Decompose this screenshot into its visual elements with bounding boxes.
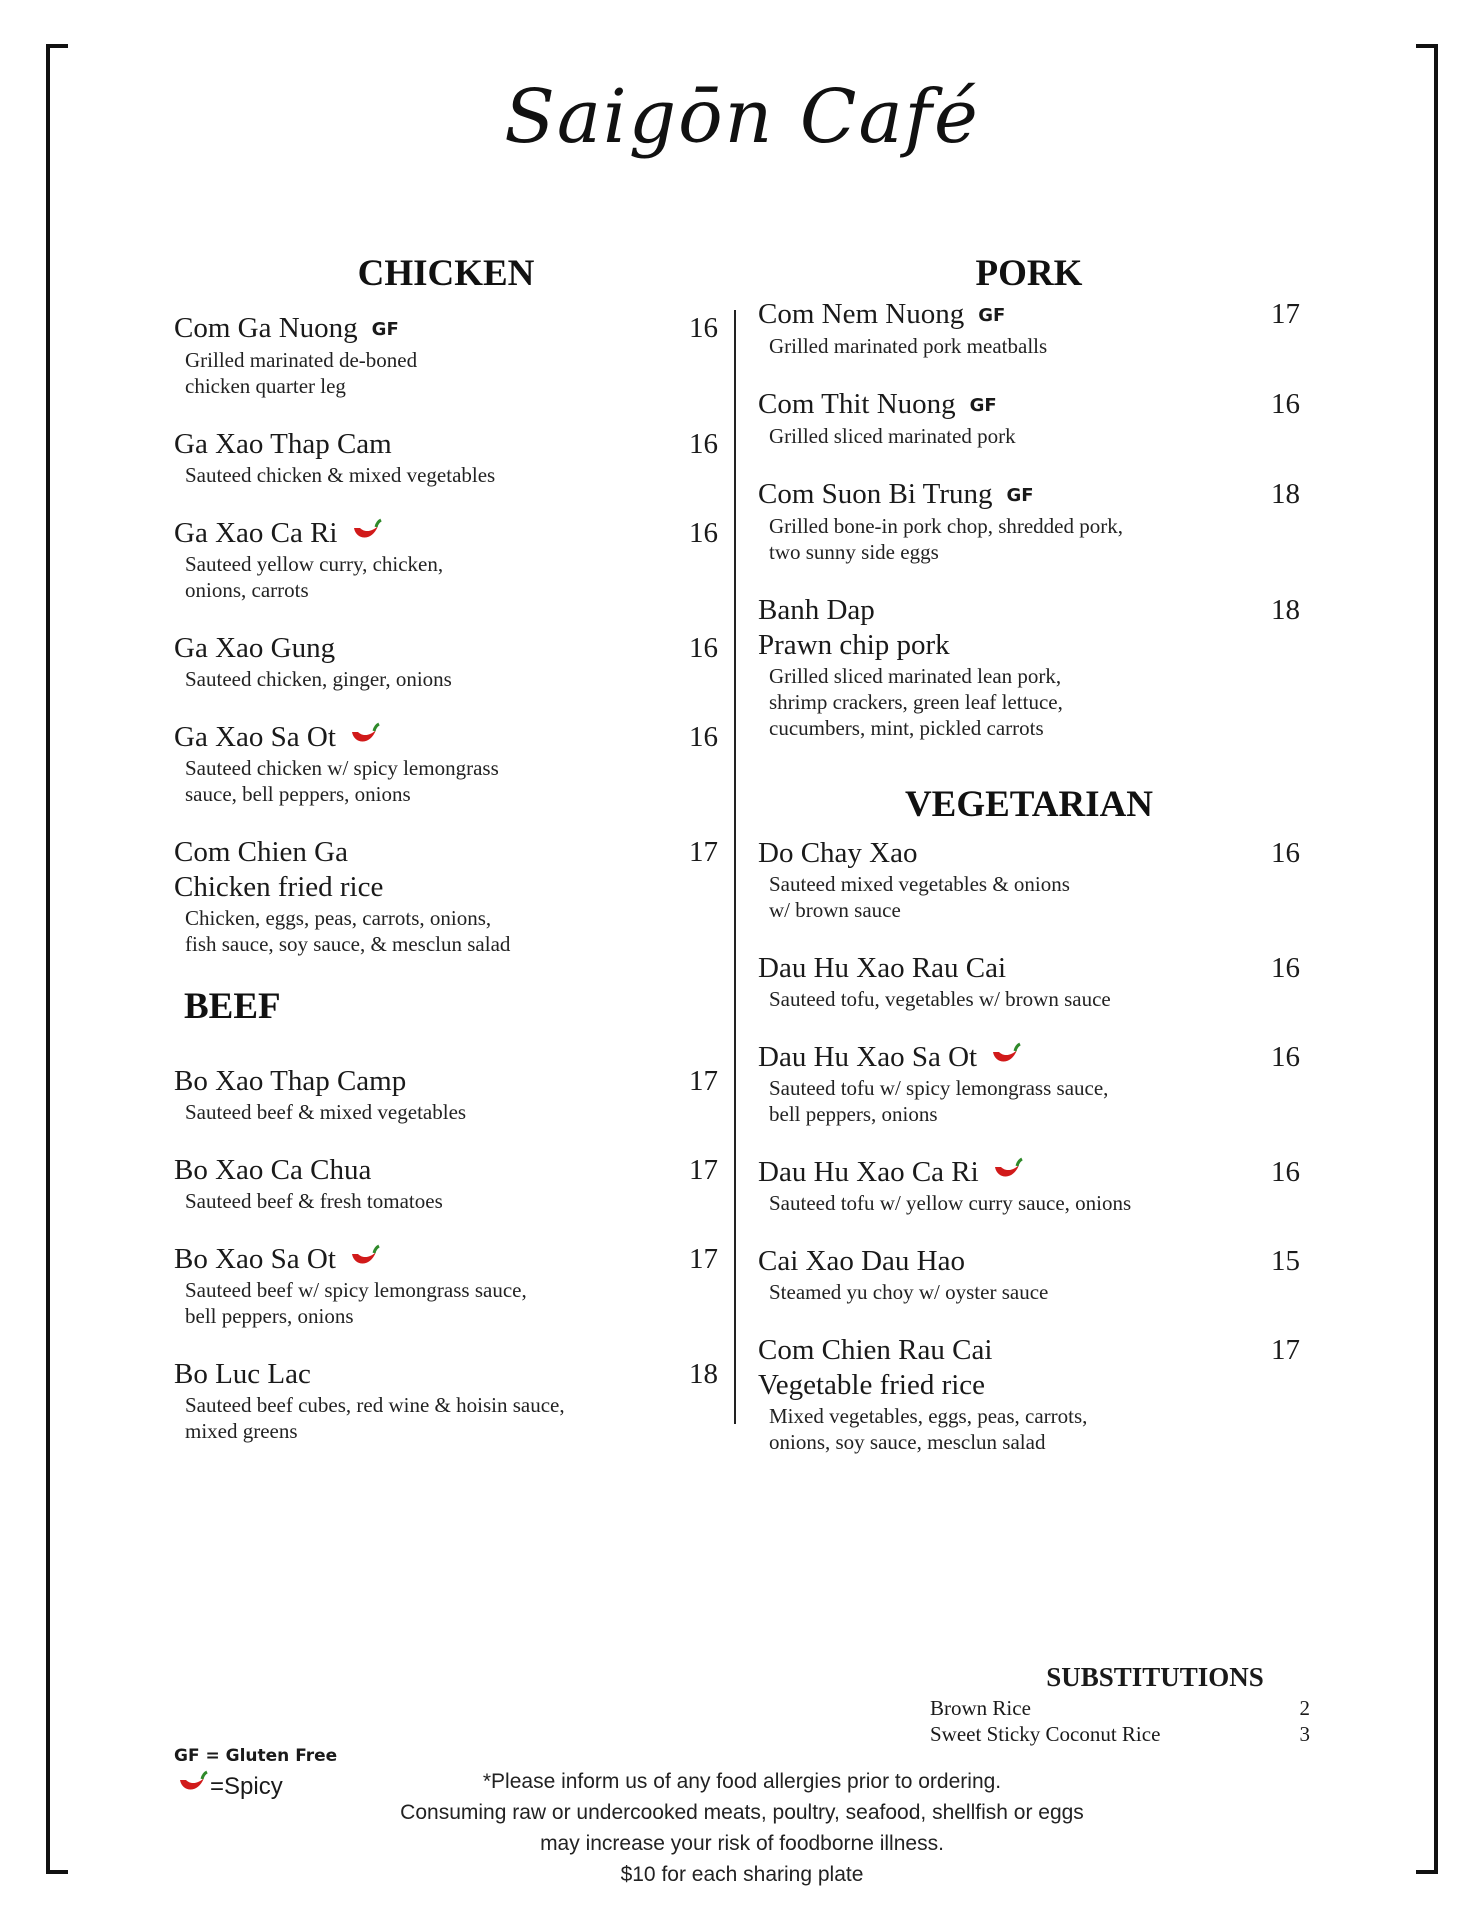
item-description: Grilled sliced marinated lean pork, shrimp crackers, green leaf lettuce, cucumbers, mint, pickled carrots [769, 664, 1063, 740]
item-description: Sauteed beef & mixed vegetables [185, 1100, 467, 1124]
item-description: Sauteed tofu w/ spicy lemongrass sauce, bell peppers, onions [769, 1076, 1109, 1126]
item-price: 16 [689, 517, 718, 549]
right-column [758, 252, 1300, 1483]
substitution-price: 2 [1299, 1696, 1310, 1720]
menu-item [174, 1357, 718, 1444]
menu-item [174, 720, 718, 807]
menu-item [174, 1064, 718, 1125]
chili-pepper-icon [989, 1157, 1023, 1183]
menu-item [758, 1040, 1300, 1127]
item-description: Sauteed mixed vegetables & onions w/ brown sauce [769, 872, 1070, 922]
menu-item [758, 836, 1300, 923]
item-description: Sauteed tofu, vegetables w/ brown sauce [769, 987, 1111, 1011]
gluten-free-badge: GF [1006, 485, 1034, 506]
right-border-bracket [1414, 44, 1438, 1874]
menu-item [758, 593, 1300, 741]
item-name: Dau Hu Xao Rau Cai [758, 952, 1007, 984]
item-name: Dau Hu Xao Sa Ot [758, 1041, 978, 1073]
item-description: Grilled sliced marinated pork [769, 424, 1016, 448]
item-price: 17 [1271, 1334, 1300, 1366]
item-price: 17 [689, 1154, 718, 1186]
menu-item [758, 1155, 1300, 1216]
substitution-row [930, 1695, 1310, 1721]
item-price: 17 [689, 836, 718, 868]
consumption-warning: Consuming raw or undercooked meats, poultry, seafood, shellfish or eggs [400, 1801, 1084, 1824]
item-price: 18 [1271, 594, 1300, 626]
item-name: Banh Dap [758, 594, 875, 626]
item-description: Grilled marinated pork meatballs [769, 334, 1048, 358]
menu-item [758, 387, 1300, 449]
item-name: Bo Xao Ca Chua [174, 1154, 372, 1186]
menu-item [174, 427, 718, 488]
item-name: Com Ga Nuong [174, 312, 358, 344]
item-price: 16 [1271, 1041, 1300, 1073]
item-name: Cai Xao Dau Hao [758, 1245, 965, 1277]
item-name: Bo Luc Lac [174, 1358, 311, 1390]
item-price: 16 [1271, 1156, 1300, 1188]
item-name: Dau Hu Xao Ca Ri [758, 1156, 979, 1188]
item-name: Ga Xao Thap Cam [174, 428, 392, 460]
vegetarian-heading: VEGETARIAN [904, 784, 1154, 825]
item-description: Sauteed beef cubes, red wine & hoisin sauce, mixed greens [185, 1393, 565, 1443]
menu-item [758, 297, 1300, 359]
menu-item [174, 1242, 718, 1329]
menu-item [174, 835, 718, 957]
item-price: 16 [689, 721, 718, 753]
item-price: 17 [689, 1065, 718, 1097]
chili-pepper-icon [987, 1042, 1021, 1068]
item-name: Do Chay Xao [758, 837, 918, 869]
column-divider [734, 310, 736, 1424]
item-subtitle: Prawn chip pork [758, 629, 950, 661]
left-border-bracket [46, 44, 70, 1874]
item-description: Sauteed beef w/ spicy lemongrass sauce, bell peppers, onions [185, 1278, 527, 1328]
menu-item [174, 631, 718, 692]
item-name: Com Thit Nuong [758, 388, 956, 420]
item-price: 18 [1271, 478, 1300, 510]
consumption-warning-cont: may increase your risk of foodborne illness. [540, 1832, 944, 1855]
item-description: Chicken, eggs, peas, carrots, onions, fish sauce, soy sauce, & mesclun salad [185, 906, 511, 956]
item-price: 15 [1271, 1245, 1300, 1277]
item-price: 16 [689, 428, 718, 460]
item-description: Steamed yu choy w/ oyster sauce [769, 1280, 1049, 1304]
item-description: Sauteed beef & fresh tomatoes [185, 1189, 443, 1213]
substitution-price: 3 [1299, 1722, 1310, 1746]
menu-item [758, 1333, 1300, 1455]
item-name: Com Nem Nuong [758, 298, 965, 330]
item-name: Com Chien Rau Cai [758, 1334, 993, 1366]
item-description: Mixed vegetables, eggs, peas, carrots, onions, soy sauce, mesclun salad [769, 1404, 1088, 1454]
substitutions-section [930, 1662, 1310, 1747]
item-price: 17 [689, 1243, 718, 1275]
left-column [174, 252, 718, 1472]
item-description: Grilled bone-in pork chop, shredded pork, two sunny side eggs [769, 514, 1123, 564]
item-subtitle: Vegetable fried rice [758, 1369, 986, 1401]
item-name: Com Suon Bi Trung [758, 478, 993, 510]
substitution-name: Sweet Sticky Coconut Rice [930, 1722, 1161, 1746]
item-price: 16 [1271, 952, 1300, 984]
gluten-free-badge: GF [371, 319, 399, 340]
beef-heading: BEEF [184, 986, 281, 1027]
item-name: Bo Xao Sa Ot [174, 1243, 336, 1275]
gluten-free-badge: GF [969, 395, 997, 416]
item-price: 16 [689, 312, 718, 344]
gluten-free-badge: GF [978, 305, 1006, 326]
legend-spicy-label: =Spicy [210, 1773, 283, 1800]
menu-item [758, 951, 1300, 1012]
substitution-row [930, 1721, 1310, 1747]
chili-pepper-icon [348, 518, 382, 544]
item-name: Bo Xao Thap Camp [174, 1065, 407, 1097]
item-name: Ga Xao Ca Ri [174, 517, 338, 549]
item-description: Sauteed chicken, ginger, onions [185, 667, 452, 691]
item-name: Ga Xao Gung [174, 632, 336, 664]
footer-notes [0, 1766, 1484, 1890]
item-description: Sauteed chicken w/ spicy lemongrass sauce, bell peppers, onions [185, 756, 499, 806]
pork-heading: PORK [975, 253, 1083, 294]
item-name: Ga Xao Sa Ot [174, 721, 336, 753]
item-price: 16 [689, 632, 718, 664]
chicken-heading: CHICKEN [357, 253, 535, 294]
item-price: 16 [1271, 837, 1300, 869]
substitutions-heading: SUBSTITUTIONS [1046, 1662, 1264, 1692]
item-description: Sauteed chicken & mixed vegetables [185, 463, 496, 487]
allergy-note: *Please inform us of any food allergies prior to ordering. [482, 1770, 1002, 1793]
substitution-name: Brown Rice [930, 1696, 1031, 1720]
chili-pepper-icon [346, 1244, 380, 1270]
item-description: Sauteed yellow curry, chicken, onions, carrots [185, 552, 444, 602]
item-subtitle: Chicken fried rice [174, 871, 384, 903]
item-price: 18 [689, 1358, 718, 1390]
item-description: Grilled marinated de-boned chicken quarter leg [185, 348, 418, 398]
menu-item [758, 1244, 1300, 1305]
item-description: Sauteed tofu w/ yellow curry sauce, onions [769, 1191, 1132, 1215]
menu-item [758, 477, 1300, 565]
restaurant-title: Saigōn Café [504, 74, 980, 160]
legend-gluten-free: GF = Gluten Free [174, 1746, 338, 1766]
item-price: 16 [1271, 388, 1300, 420]
item-name: Com Chien Ga [174, 836, 348, 868]
menu-item [174, 311, 718, 399]
menu-item [174, 1153, 718, 1214]
menu-item [174, 516, 718, 603]
item-price: 17 [1271, 298, 1300, 330]
chili-pepper-icon [346, 722, 380, 748]
sharing-plate-note: $10 for each sharing plate [620, 1863, 864, 1886]
